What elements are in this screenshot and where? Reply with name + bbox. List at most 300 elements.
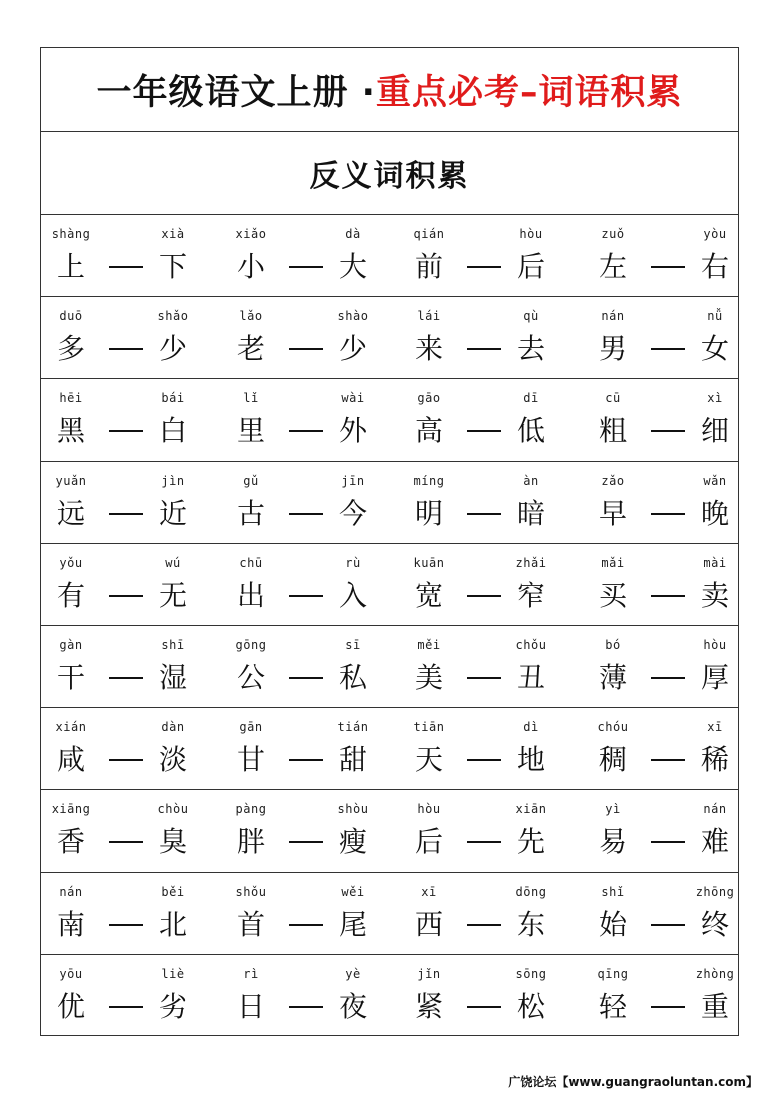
pair-dash <box>467 595 501 597</box>
pinyin-label: chóu <box>597 720 629 735</box>
word-right <box>153 955 193 1037</box>
antonym-pair <box>47 215 229 296</box>
hanzi-character: 右 <box>700 250 729 283</box>
pinyin-label: xī <box>421 884 437 899</box>
pinyin-label: sī <box>345 637 361 652</box>
word-left <box>51 544 91 625</box>
word-left <box>231 215 271 296</box>
hanzi-character: 日 <box>236 989 265 1023</box>
hanzi-character: 干 <box>56 660 85 694</box>
pair-dash <box>467 759 501 761</box>
pair-dash <box>467 1006 501 1008</box>
word-right <box>695 379 735 460</box>
antonym-pair <box>589 215 771 296</box>
hanzi-character: 甘 <box>236 743 265 777</box>
word-right <box>511 626 551 707</box>
pair-dash <box>651 513 685 515</box>
word-left <box>231 626 271 707</box>
pinyin-label: duō <box>59 309 83 324</box>
pair-dash <box>109 841 143 843</box>
pair-dash <box>289 677 323 679</box>
antonym-row <box>41 873 738 955</box>
pinyin-label: cū <box>605 391 621 406</box>
word-left <box>231 955 271 1037</box>
word-right <box>333 544 373 625</box>
pinyin-label: gāo <box>417 391 441 406</box>
hanzi-character: 入 <box>338 578 367 612</box>
word-left <box>593 215 633 296</box>
hanzi-character: 远 <box>56 496 85 530</box>
hanzi-character: 东 <box>516 907 545 941</box>
word-left <box>231 544 271 625</box>
pinyin-label: jìn <box>161 473 185 488</box>
pair-dash <box>651 1006 685 1008</box>
antonym-pair <box>227 626 409 707</box>
antonym-pair <box>405 873 587 954</box>
pinyin-label: nǚ <box>707 309 723 324</box>
hanzi-character: 男 <box>598 332 627 366</box>
pinyin-label: wài <box>341 391 365 406</box>
hanzi-character: 前 <box>414 250 443 283</box>
pair-dash <box>651 924 685 926</box>
word-right <box>511 297 551 378</box>
hanzi-character: 买 <box>598 578 627 612</box>
word-right <box>695 297 735 378</box>
pinyin-label: yuǎn <box>55 473 87 488</box>
pair-dash <box>467 841 501 843</box>
word-right <box>333 873 373 954</box>
antonym-pair <box>589 462 771 543</box>
hanzi-character: 低 <box>516 414 545 448</box>
word-right <box>153 790 193 871</box>
pinyin-label: shǎo <box>157 309 189 324</box>
hanzi-character: 少 <box>338 332 367 366</box>
pair-dash <box>109 348 143 350</box>
pinyin-label: shào <box>337 309 369 324</box>
hanzi-character: 今 <box>338 496 367 530</box>
word-right <box>695 462 735 543</box>
pinyin-label: míng <box>413 473 445 488</box>
hanzi-character: 来 <box>414 332 443 366</box>
hanzi-character: 小 <box>236 250 265 283</box>
hanzi-character: 尾 <box>338 907 367 941</box>
word-right <box>695 544 735 625</box>
hanzi-character: 稀 <box>700 743 729 777</box>
pinyin-label: shǐ <box>601 884 625 899</box>
pinyin-label: shàng <box>51 227 91 241</box>
pinyin-label: shòu <box>337 802 369 817</box>
hanzi-character: 瘦 <box>338 825 367 859</box>
word-left <box>51 626 91 707</box>
word-left <box>51 955 91 1037</box>
pinyin-label: qián <box>413 227 445 241</box>
word-right <box>333 215 373 296</box>
pinyin-label: yōu <box>59 966 83 981</box>
hanzi-character: 少 <box>158 332 187 366</box>
pinyin-label: chòu <box>157 802 189 817</box>
antonym-row <box>41 790 738 872</box>
word-right <box>695 215 735 296</box>
hanzi-character: 窄 <box>516 578 545 612</box>
hanzi-character: 香 <box>56 825 85 859</box>
antonym-table <box>41 215 738 1037</box>
antonym-pair <box>405 955 587 1037</box>
pair-dash <box>289 513 323 515</box>
word-left <box>409 544 449 625</box>
antonym-pair <box>589 379 771 460</box>
pinyin-label: lǐ <box>243 391 259 406</box>
word-left <box>231 708 271 789</box>
pinyin-label: nán <box>601 309 625 324</box>
pair-dash <box>467 677 501 679</box>
hanzi-character: 女 <box>700 332 729 366</box>
word-left <box>51 297 91 378</box>
word-left <box>231 790 271 871</box>
antonym-pair <box>47 708 229 789</box>
hanzi-character: 晚 <box>700 496 729 530</box>
pinyin-label: měi <box>417 637 441 652</box>
antonym-pair <box>405 544 587 625</box>
hanzi-character: 无 <box>158 578 187 612</box>
pinyin-label: lái <box>417 309 441 324</box>
word-left <box>593 873 633 954</box>
word-right <box>511 462 551 543</box>
pair-dash <box>289 759 323 761</box>
hanzi-character: 终 <box>700 907 729 941</box>
pinyin-label: běi <box>161 884 185 899</box>
hanzi-character: 紧 <box>414 989 443 1023</box>
pinyin-label: yì <box>605 802 621 817</box>
antonym-row <box>41 708 738 790</box>
pinyin-label: dī <box>523 391 539 406</box>
word-right <box>511 955 551 1037</box>
word-left <box>409 462 449 543</box>
pinyin-label: kuān <box>413 555 445 570</box>
pinyin-label: rì <box>243 966 259 981</box>
title-row <box>41 48 738 132</box>
pinyin-label: wěi <box>341 884 365 899</box>
pinyin-label: bó <box>605 637 621 652</box>
section-title: 反义词积累 <box>309 159 470 194</box>
hanzi-character: 夜 <box>338 989 367 1023</box>
word-left <box>593 544 633 625</box>
hanzi-character: 宽 <box>414 578 443 612</box>
pinyin-label: zhòng <box>695 966 735 981</box>
pair-dash <box>467 924 501 926</box>
pinyin-label: dōng <box>515 884 547 899</box>
antonym-pair <box>227 873 409 954</box>
pinyin-label: rù <box>345 555 361 570</box>
pinyin-label: sōng <box>515 966 547 981</box>
pair-dash <box>467 348 501 350</box>
pinyin-label: liè <box>161 966 185 981</box>
hanzi-character: 胖 <box>236 825 265 859</box>
word-right <box>511 215 551 296</box>
pinyin-label: tián <box>337 720 369 735</box>
word-left <box>51 708 91 789</box>
word-right <box>695 790 735 871</box>
pinyin-label: yǒu <box>59 555 83 570</box>
hanzi-character: 公 <box>236 660 265 694</box>
hanzi-character: 臭 <box>158 825 187 859</box>
antonym-pair <box>589 955 771 1037</box>
hanzi-character: 黑 <box>56 414 85 448</box>
word-left <box>51 215 91 296</box>
pinyin-label: gān <box>239 720 263 735</box>
hanzi-character: 始 <box>598 907 627 941</box>
pair-dash <box>109 1006 143 1008</box>
word-right <box>695 873 735 954</box>
pinyin-label: chū <box>239 555 263 570</box>
antonym-pair <box>47 379 229 460</box>
hanzi-character: 去 <box>516 332 545 366</box>
word-right <box>153 708 193 789</box>
pair-dash <box>289 430 323 432</box>
word-left <box>231 379 271 460</box>
hanzi-character: 大 <box>338 250 367 283</box>
hanzi-character: 难 <box>700 825 729 859</box>
antonym-pair <box>405 626 587 707</box>
hanzi-character: 甜 <box>338 743 367 777</box>
antonym-pair <box>227 708 409 789</box>
hanzi-character: 私 <box>338 660 367 694</box>
title-highlight: 重点必考–词语积累 <box>375 72 683 113</box>
word-right <box>511 790 551 871</box>
pair-dash <box>289 841 323 843</box>
pinyin-label: bái <box>161 391 185 406</box>
hanzi-character: 暗 <box>516 496 545 530</box>
antonym-pair <box>47 790 229 871</box>
pinyin-label: dì <box>523 720 539 735</box>
antonym-pair <box>227 790 409 871</box>
pinyin-label: jīn <box>341 473 365 488</box>
section-header-row <box>41 132 738 215</box>
pinyin-label: shī <box>161 637 185 652</box>
pair-dash <box>467 513 501 515</box>
word-right <box>333 955 373 1037</box>
pair-dash <box>289 924 323 926</box>
hanzi-character: 稠 <box>598 743 627 777</box>
word-left <box>593 462 633 543</box>
word-right <box>333 626 373 707</box>
word-right <box>333 790 373 871</box>
word-right <box>153 462 193 543</box>
antonym-pair <box>47 626 229 707</box>
word-right <box>511 544 551 625</box>
pinyin-label: hòu <box>703 637 727 652</box>
antonym-pair <box>227 215 409 296</box>
word-right <box>511 708 551 789</box>
pair-dash <box>109 759 143 761</box>
word-left <box>409 379 449 460</box>
pinyin-label: wú <box>165 555 181 570</box>
word-left <box>409 955 449 1037</box>
hanzi-character: 有 <box>56 578 85 612</box>
word-left <box>231 297 271 378</box>
antonym-row <box>41 215 738 297</box>
worksheet <box>40 47 739 1036</box>
hanzi-character: 粗 <box>598 414 627 448</box>
pinyin-label: nán <box>703 802 727 817</box>
hanzi-character: 地 <box>516 743 545 777</box>
pinyin-label: xiǎo <box>235 227 267 241</box>
hanzi-character: 南 <box>56 907 85 941</box>
pinyin-label: wǎn <box>703 473 727 488</box>
pinyin-label: gàn <box>59 637 83 652</box>
pair-dash <box>467 430 501 432</box>
hanzi-character: 近 <box>158 496 187 530</box>
pair-dash <box>651 266 685 268</box>
pair-dash <box>109 513 143 515</box>
pinyin-label: àn <box>523 473 539 488</box>
hanzi-character: 左 <box>598 250 627 283</box>
antonym-pair <box>405 790 587 871</box>
word-right <box>695 626 735 707</box>
antonym-pair <box>405 462 587 543</box>
pinyin-label: chǒu <box>515 637 547 652</box>
pair-dash <box>651 595 685 597</box>
pinyin-label: gōng <box>235 637 267 652</box>
hanzi-character: 后 <box>414 825 443 859</box>
footer-source: 广饶论坛【www.guangraoluntan.com】 <box>508 1075 758 1089</box>
antonym-pair <box>227 955 409 1037</box>
hanzi-character: 湿 <box>158 660 187 694</box>
antonym-row <box>41 297 738 379</box>
pair-dash <box>651 677 685 679</box>
pinyin-label: zuǒ <box>601 227 625 241</box>
word-right <box>695 955 735 1037</box>
pinyin-label: xì <box>707 391 723 406</box>
word-left <box>51 790 91 871</box>
pinyin-label: xiān <box>515 802 547 817</box>
pair-dash <box>109 595 143 597</box>
hanzi-character: 出 <box>236 578 265 612</box>
antonym-pair <box>589 544 771 625</box>
word-left <box>409 626 449 707</box>
pair-dash <box>651 759 685 761</box>
hanzi-character: 厚 <box>700 660 729 694</box>
pinyin-label: hēi <box>59 391 83 406</box>
pinyin-label: mǎi <box>601 555 625 570</box>
hanzi-character: 劣 <box>158 989 187 1023</box>
pinyin-label: gǔ <box>243 473 259 488</box>
antonym-row <box>41 379 738 461</box>
word-left <box>409 297 449 378</box>
hanzi-character: 上 <box>56 250 85 283</box>
antonym-pair <box>47 544 229 625</box>
pair-dash <box>289 348 323 350</box>
hanzi-character: 先 <box>516 825 545 859</box>
word-left <box>51 462 91 543</box>
word-right <box>511 873 551 954</box>
pinyin-label: xián <box>55 720 87 735</box>
word-right <box>153 544 193 625</box>
antonym-pair <box>589 790 771 871</box>
antonym-row <box>41 544 738 626</box>
hanzi-character: 高 <box>414 414 443 448</box>
word-right <box>153 215 193 296</box>
pinyin-label: hòu <box>519 227 543 241</box>
pinyin-label: dà <box>345 227 361 241</box>
hanzi-character: 早 <box>598 496 627 530</box>
antonym-pair <box>589 297 771 378</box>
pinyin-label: jǐn <box>417 966 441 981</box>
word-right <box>333 462 373 543</box>
pinyin-label: zhǎi <box>515 555 547 570</box>
antonym-pair <box>227 462 409 543</box>
hanzi-character: 多 <box>56 332 85 366</box>
word-left <box>593 955 633 1037</box>
pinyin-label: nán <box>59 884 83 899</box>
pinyin-label: dàn <box>161 720 185 735</box>
antonym-pair <box>227 297 409 378</box>
hanzi-character: 外 <box>338 414 367 448</box>
word-left <box>231 462 271 543</box>
hanzi-character: 轻 <box>598 989 627 1023</box>
antonym-pair <box>405 297 587 378</box>
hanzi-character: 卖 <box>700 578 729 612</box>
antonym-pair <box>227 379 409 460</box>
hanzi-character: 古 <box>236 496 265 530</box>
hanzi-character: 美 <box>414 660 443 694</box>
word-right <box>153 297 193 378</box>
hanzi-character: 优 <box>56 989 85 1023</box>
hanzi-character: 后 <box>516 250 545 283</box>
word-left <box>409 790 449 871</box>
antonym-pair <box>405 215 587 296</box>
hanzi-character: 细 <box>700 414 729 448</box>
word-left <box>409 708 449 789</box>
hanzi-character: 里 <box>236 414 265 448</box>
antonym-pair <box>47 873 229 954</box>
antonym-pair <box>47 297 229 378</box>
pinyin-label: qīng <box>597 966 629 981</box>
word-right <box>153 379 193 460</box>
pinyin-label: tiān <box>413 720 445 735</box>
hanzi-character: 北 <box>158 907 187 941</box>
antonym-pair <box>47 462 229 543</box>
antonym-pair <box>405 379 587 460</box>
hanzi-character: 天 <box>414 743 443 777</box>
pinyin-label: zǎo <box>601 473 625 488</box>
pair-dash <box>109 430 143 432</box>
antonym-row <box>41 626 738 708</box>
pinyin-label: xiāng <box>51 802 91 817</box>
antonym-pair <box>589 873 771 954</box>
word-left <box>593 790 633 871</box>
antonym-row <box>41 955 738 1037</box>
pinyin-label: xià <box>161 227 185 241</box>
word-left <box>409 215 449 296</box>
word-right <box>153 873 193 954</box>
pinyin-label: pàng <box>235 802 267 817</box>
word-left <box>593 379 633 460</box>
pinyin-label: xī <box>707 720 723 735</box>
pair-dash <box>651 430 685 432</box>
pair-dash <box>467 266 501 268</box>
pair-dash <box>651 841 685 843</box>
word-right <box>333 379 373 460</box>
hanzi-character: 下 <box>158 250 187 283</box>
word-left <box>593 708 633 789</box>
hanzi-character: 西 <box>414 907 443 941</box>
hanzi-character: 重 <box>700 989 729 1023</box>
word-left <box>51 379 91 460</box>
pinyin-label: hòu <box>417 802 441 817</box>
hanzi-character: 丑 <box>516 660 545 694</box>
pair-dash <box>109 924 143 926</box>
hanzi-character: 咸 <box>56 743 85 777</box>
